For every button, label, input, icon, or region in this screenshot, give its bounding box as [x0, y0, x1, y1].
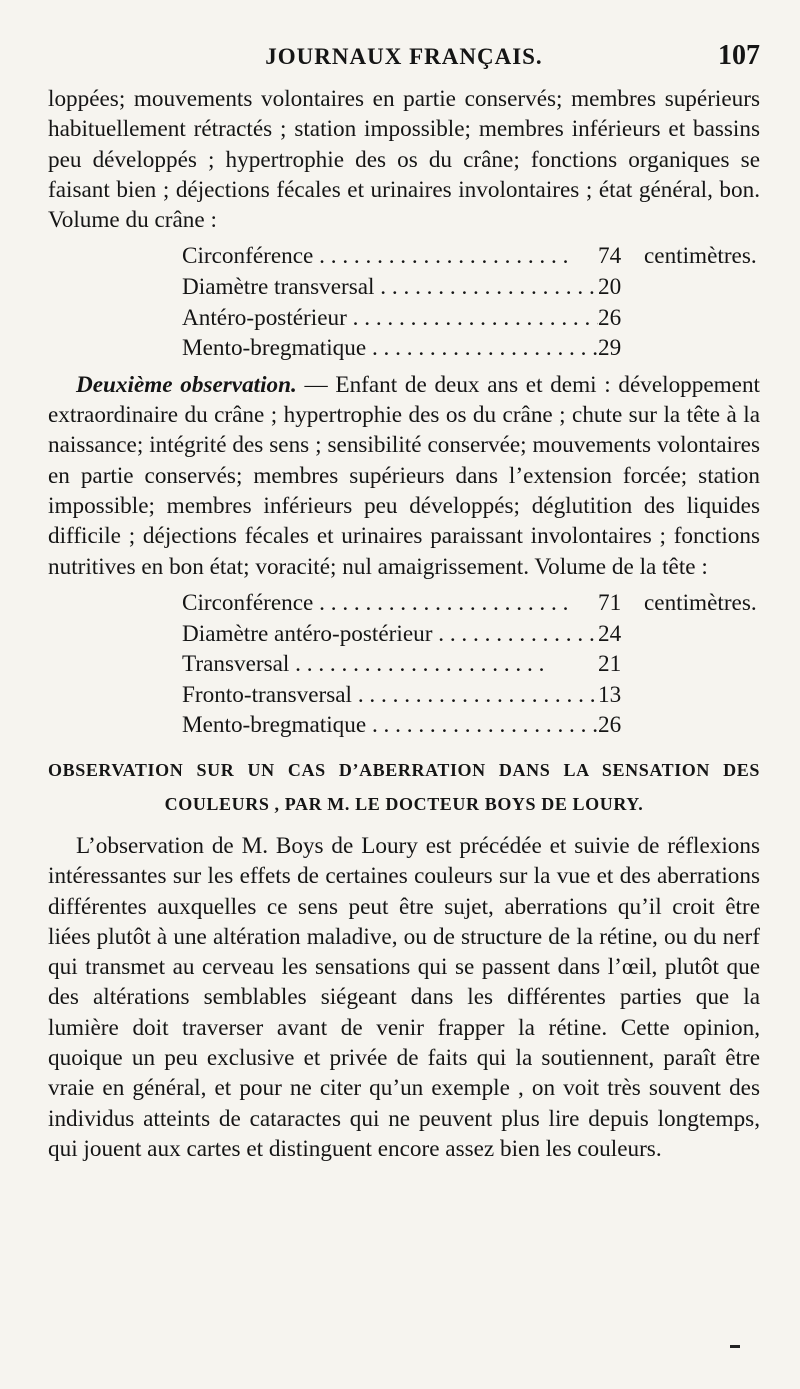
- paragraph-first-observation: loppées; mouvements volontaires en partie conservés; membres supérieurs habituellement rétractés ; station impossible; membres inférieurs et bassins peu développés ; hypertrophie des os du crâne; fonctions organiques se faisant bien ; déjections fécales et urinaires involontaires ; état général, bon. Volume du crâne :: [48, 86, 760, 234]
- measurement-label: Circonférence . . .: [182, 241, 598, 272]
- section-heading-line-1: OBSERVATION SUR UN CAS D’ABERRATION DANS LA SENSATION DES: [48, 759, 760, 780]
- measurement-row: [182, 333, 760, 364]
- measurement-unit: centimètres.: [644, 243, 757, 270]
- section-heading: [48, 753, 760, 821]
- measurement-unit: centimètres.: [644, 589, 757, 616]
- running-title: JOURNAUX FRANÇAIS.: [265, 44, 543, 69]
- measurement-row: [182, 619, 760, 650]
- measurement-row: [182, 649, 760, 680]
- observation-lead: Deuxième observation.: [76, 371, 297, 398]
- measurement-value: 71: [598, 589, 622, 616]
- section-heading-line-2: COULEURS , PAR M. LE DOCTEUR BOYS DE LOURY.: [164, 793, 644, 814]
- measurement-label: Diamètre antéro-postérieur . . .: [182, 619, 598, 650]
- measurement-row: [182, 241, 760, 272]
- paragraph-boys-de-loury: L’observation de M. Boys de Loury est précédée et suivie de réflexions intéressantes sur les effets de certaines couleurs sur la vue et des aberrations différentes auxquelles ce sens peut être sujet, aberrations qu’il croit être liées plutôt à une altération maladive, ou de structure de la rétine, ou du nerf qui transmet au cerveau les sensations qui se passent dans l’œil, plutôt que des altérations semblables siégeant dans les différentes parties que la lumière doit traverser avant de venir frapper la rétine. Cette opinion, quoique un peu exclusive et privée de faits qui la soutiennent, paraît être vraie en général, et pour ne citer qu’un exemple , on voit très souvent des individus atteints de cataractes qui ne peuvent plus lire depuis longtemps, qui jouent aux cartes et distinguent encore assez bien les couleurs.: [48, 832, 760, 1162]
- paragraph-second-observation: [48, 370, 760, 582]
- measurement-row: [182, 588, 760, 619]
- measurement-row: [182, 272, 760, 303]
- measurement-value: 26: [598, 304, 622, 331]
- measurement-value: 26: [598, 712, 622, 739]
- measurement-label: Mento-bregmatique . . .: [182, 333, 598, 364]
- observation-text: — Enfant de deux ans et demi : développement extraordinaire du crâne ; hypertrophie des os du crâne ; chute sur la tête à la naissance; intégrité des sens ; sensibilité conservée; mouvements volontaires en partie conservés; membres supérieurs dans l’extension forcée; station impossible; membres inférieurs peu développés; déglutition des liquides difficile ; déjections fécales et urinaires paraissant involontaires ; fonctions nutritives en bon état; voracité; nul amaigrissement. Volume de la tête :: [48, 371, 761, 580]
- measurement-label: Diamètre transversal . . .: [182, 272, 598, 303]
- page-header: [48, 40, 760, 80]
- measurement-value: 13: [598, 681, 622, 708]
- measurements-table-2: [182, 588, 760, 741]
- page-number: 107: [718, 40, 760, 71]
- measurement-row: [182, 710, 760, 741]
- page-body: [48, 84, 760, 1164]
- measurements-table-1: [182, 241, 760, 363]
- measurement-label: Antéro-postérieur . . .: [182, 303, 598, 334]
- measurement-value: 24: [598, 620, 622, 647]
- measurement-label: Fronto-transversal . . .: [182, 680, 598, 711]
- measurement-value: 21: [598, 651, 622, 678]
- measurement-row: [182, 680, 760, 711]
- measurement-value: 74: [598, 243, 622, 270]
- measurement-label: Mento-bregmatique . . .: [182, 710, 598, 741]
- measurement-row: [182, 303, 760, 334]
- end-mark: [730, 1345, 740, 1348]
- measurement-value: 29: [598, 335, 622, 362]
- measurement-label: Transversal . . .: [182, 649, 598, 680]
- measurement-value: 20: [598, 274, 622, 301]
- measurement-label: Circonférence . . .: [182, 588, 598, 619]
